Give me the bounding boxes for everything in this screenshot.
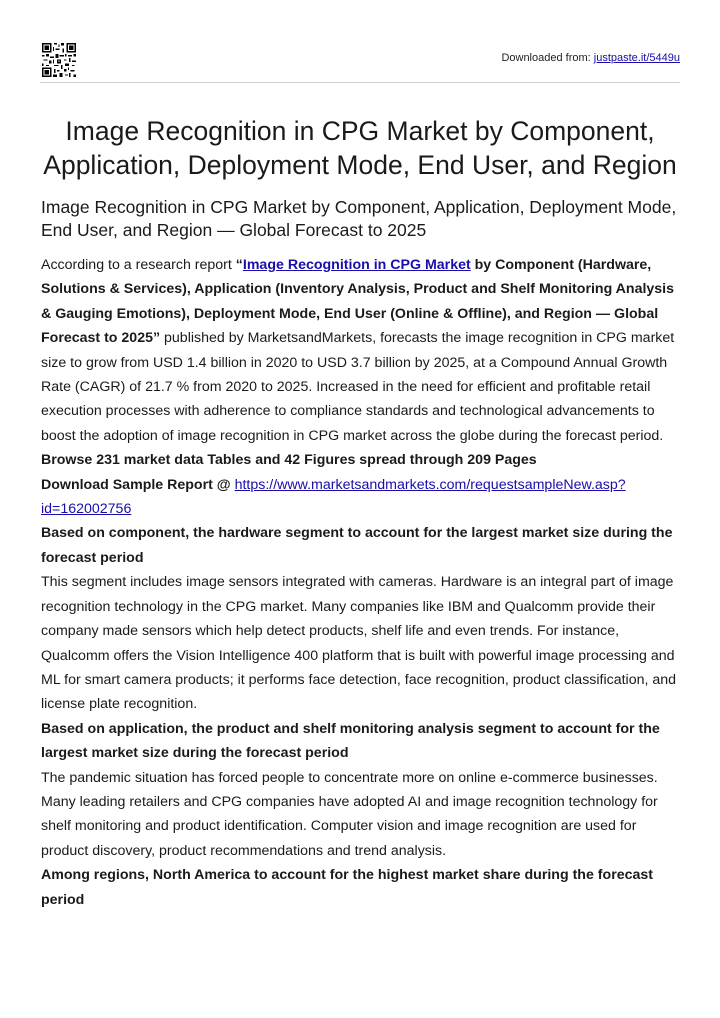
section-heading: Based on application, the product and shelf monitoring analysis segment to account for the largest market size during the forecast period bbox=[41, 720, 660, 762]
section-body: This segment includes image sensors integrated with cameras. Hardware is an integral part of image recognition technology in the CPG market. Many companies like IBM and Qualcomm provide their company made sensors which help detect products, shelf life and even trends. For instance, Qualcomm offers the Vision Intelligence 400 platform that is built with powerful image processing and ML for smart camera products; it performs face detection, face recognition, product classification, and license plate recognition. bbox=[41, 574, 677, 713]
download-source-label: Downloaded from: bbox=[501, 52, 594, 64]
article-body bbox=[41, 253, 682, 912]
qr-code-icon bbox=[42, 43, 76, 77]
download-sample-line bbox=[41, 473, 682, 522]
browse-line: Browse 231 market data Tables and 42 Figures spread through 209 Pages bbox=[41, 452, 537, 469]
document-title: Image Recognition in CPG Market by Component, Application, Deployment Mode, End User, and Region bbox=[43, 116, 677, 180]
download-sample-link[interactable]: https://www.marketsandmarkets.com/requestsampleNew.asp?id=162002756 bbox=[41, 476, 626, 518]
source-link[interactable]: justpaste.it/5449u bbox=[593, 52, 680, 64]
download-source bbox=[501, 52, 680, 64]
download-sample-label: Download Sample Report @ bbox=[41, 476, 235, 493]
header-divider bbox=[40, 82, 680, 83]
intro-body: published by MarketsandMarkets, forecasts the image recognition in CPG market size to grow from USD 1.4 billion in 2020 to USD 3.7 billion by 2025, at a Compound Annual Growth Rate (CAGR) of 21.7 % from 2020 to 2025. Increased in the need for efficient and profitable retail execution processes with adherence to compliance standards and technological advancements to boost the adoption of image recognition in CPG market across the globe during the forecast period. bbox=[41, 330, 675, 444]
intro-lead: According to a research report bbox=[41, 257, 236, 273]
report-title-rest: by Component (Hardware, Solutions & Services), Application (Inventory Analysis, Product and Shelf Monitoring Analysis & Gauging Emotions), Deployment Mode, End User (Online & Offline), and Region — Global Forecast to 2025” bbox=[41, 257, 675, 347]
section-heading: Among regions, North America to account for the highest market share during the forecast period bbox=[41, 867, 654, 908]
section-body: The pandemic situation has forced people to concentrate more on online e-commerce businesses. Many leading retailers and CPG companies have adopted AI and image recognition technology for shelf monitoring and product identification. Computer vision and image recognition are used for product discovery, product recommendations and trend analysis. bbox=[41, 769, 658, 859]
report-link[interactable]: Image Recognition in CPG Market bbox=[242, 257, 471, 273]
document-subtitle: Image Recognition in CPG Market by Component, Application, Deployment Mode, End User, and Region — Global Forecast to 2025 bbox=[41, 197, 677, 240]
section-heading: Based on component, the hardware segment to account for the largest market size during the forecast period bbox=[41, 525, 673, 566]
intro-paragraph bbox=[41, 253, 682, 448]
quote-open: “ bbox=[235, 257, 243, 273]
